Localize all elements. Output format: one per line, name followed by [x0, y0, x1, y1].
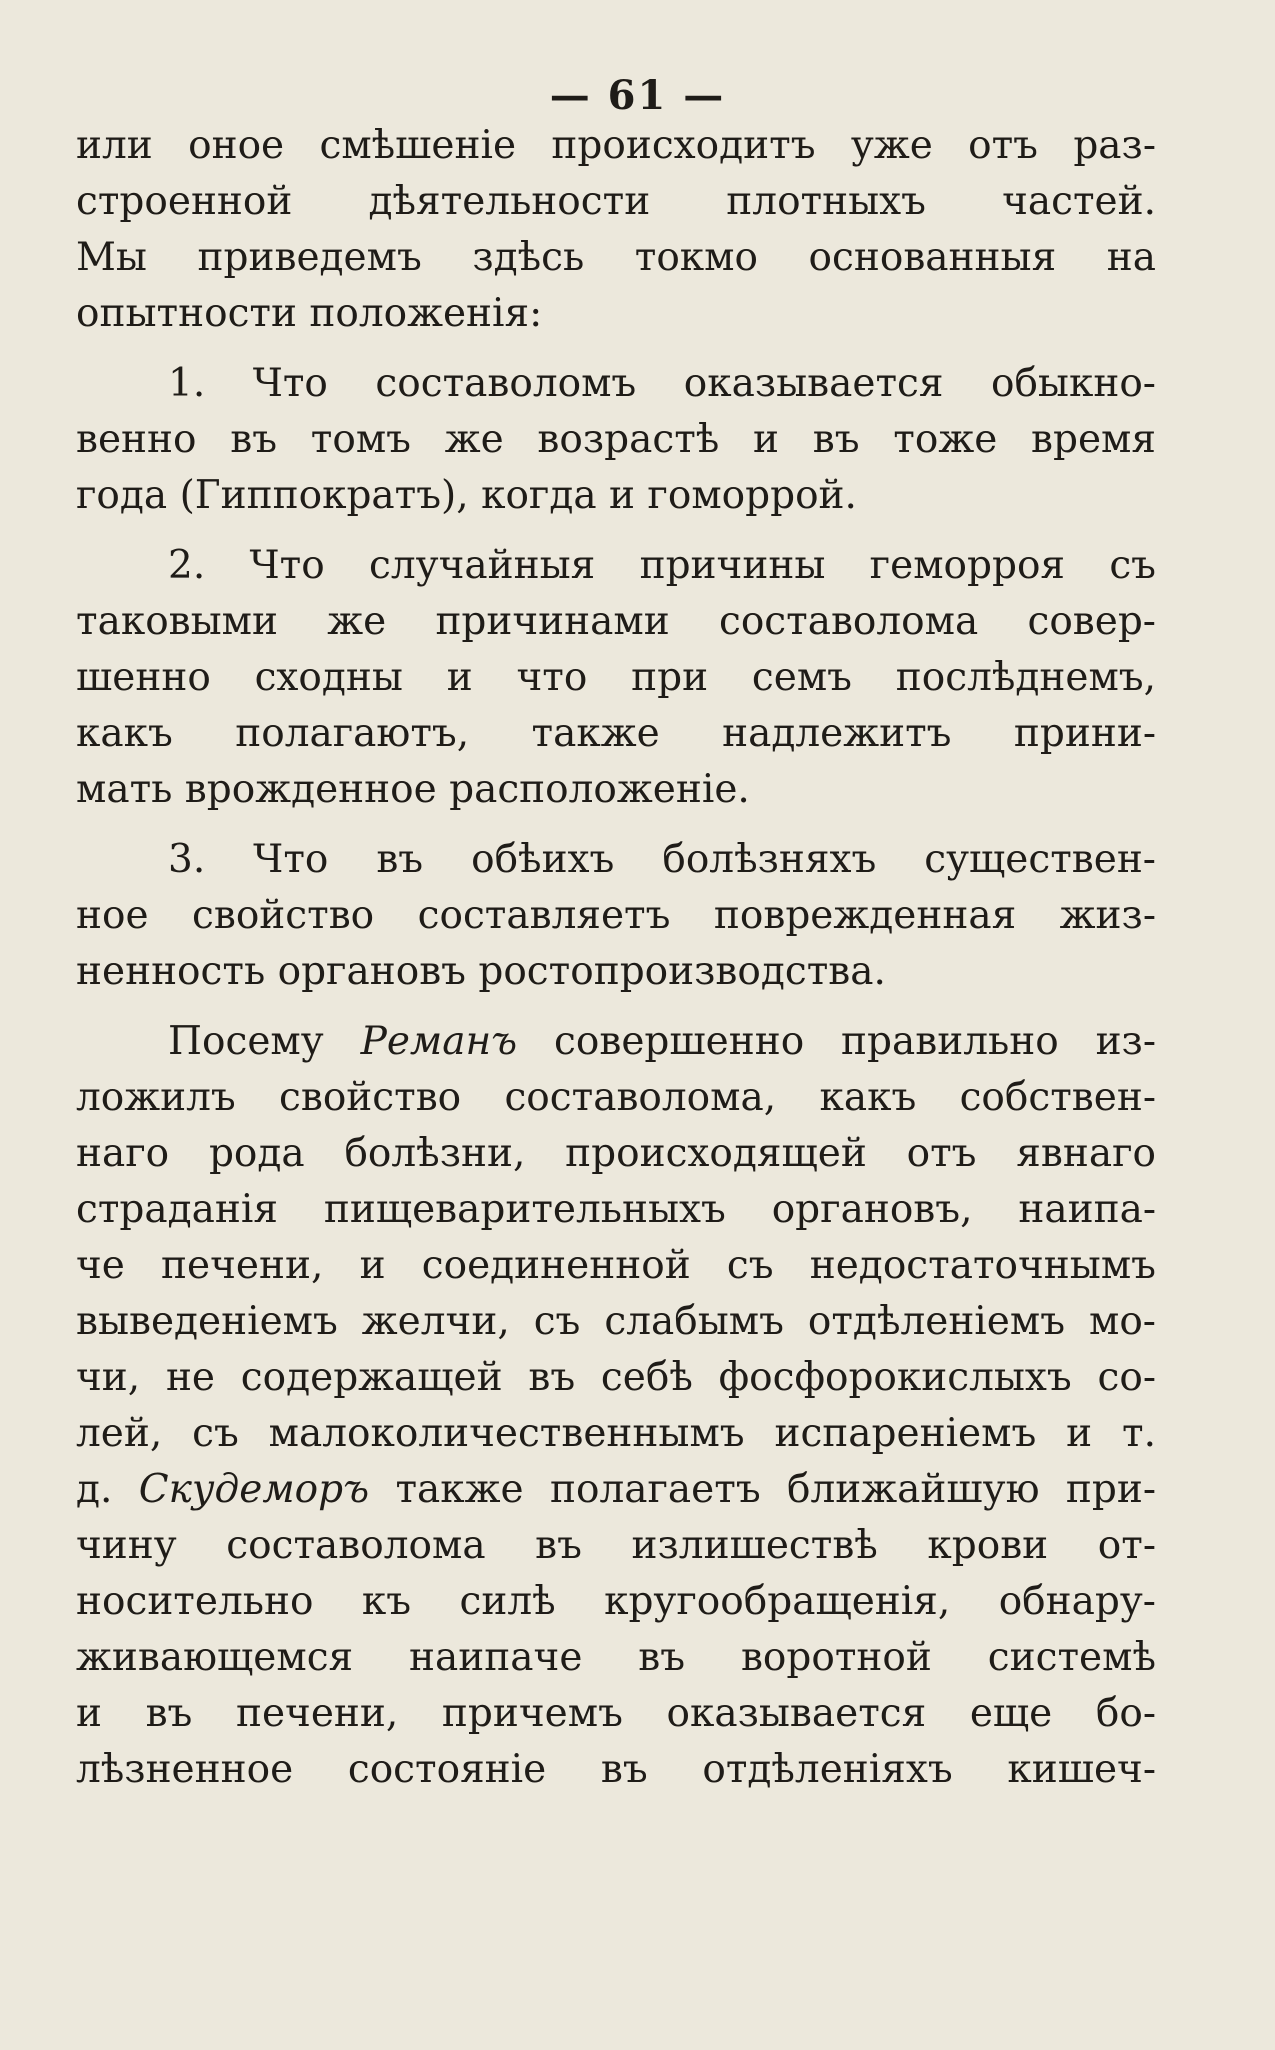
paragraph-line: чи, не содержащей въ себѣ фосфорокислыхъ со- [76, 1355, 1156, 1400]
paragraph-gap [76, 524, 1156, 538]
paragraph-line: лей, съ малоколичественнымъ испареніемъ и т. [76, 1411, 1156, 1456]
list-item-2-line: какъ полагаютъ, также надлежитъ прини- [76, 711, 1156, 756]
paragraph-line: наго рода болѣзни, происходящей отъ явнаго [76, 1131, 1156, 1176]
paragraph-gap [76, 342, 1156, 356]
author-name-scudamore: Скудеморъ [138, 1467, 370, 1512]
list-item-2-line: мать врожденное расположеніе. [76, 767, 750, 812]
list-item-3-line: ное свойство составляетъ поврежденная жиз- [76, 893, 1156, 938]
body-text [76, 118, 1156, 1798]
page-number: — 61 — [549, 72, 726, 119]
list-item-2-line: 2. Что случайныя причины геморроя съ [168, 543, 1156, 588]
paragraph-line: носительно къ силѣ кругообращенія, обнару- [76, 1579, 1156, 1624]
paragraph-text: также полагаетъ ближайшую при- [369, 1467, 1157, 1512]
list-item-1-line: 1. Что составоломъ оказывается обыкно- [168, 361, 1156, 406]
list-item-2-line: шенно сходны и что при семъ послѣднемъ, [76, 655, 1156, 700]
paragraph-line: и въ печени, причемъ оказывается еще бо- [76, 1691, 1156, 1736]
list-item-3-line: ненность органовъ ростопроизводства. [76, 949, 886, 994]
paragraph-text: д. [76, 1467, 139, 1512]
paragraph-line: лѣзненное состояніе въ отдѣленіяхъ кишеч- [76, 1747, 1156, 1792]
paragraph-line [76, 1462, 1156, 1518]
text-line: строенной дѣятельности плотныхъ частей. [76, 179, 1156, 224]
list-item-1-line: венно въ томъ же возрастѣ и въ тоже время [76, 417, 1156, 462]
paragraph-line: че печени, и соединенной съ недостаточнымъ [76, 1243, 1156, 1288]
paragraph-line: чину составолома въ излишествѣ крови от- [76, 1523, 1156, 1568]
paragraph-line: живающемся наипаче въ воротной системѣ [76, 1635, 1156, 1680]
text-line: опытности положенія: [76, 291, 543, 336]
text-line: Мы приведемъ здѣсь токмо основанныя на [76, 235, 1156, 280]
paragraph-line [76, 1014, 1156, 1070]
paragraph-text: совершенно правильно из- [517, 1019, 1157, 1064]
author-name-reman: Реманъ [360, 1019, 518, 1064]
text-line: или оное смѣшеніе происходитъ уже отъ раз- [76, 123, 1156, 168]
paragraph-text: Посему [168, 1019, 361, 1064]
list-item-3-line: 3. Что въ обѣихъ болѣзняхъ существен- [168, 837, 1156, 882]
paragraph-line: выведеніемъ желчи, съ слабымъ отдѣленіемъ мо- [76, 1299, 1156, 1344]
paragraph-gap [76, 1000, 1156, 1014]
paragraph-line: страданія пищеварительныхъ органовъ, наипа- [76, 1187, 1156, 1232]
list-item-1-line: года (Гиппократъ), когда и гоморрой. [76, 473, 857, 518]
paragraph-gap [76, 818, 1156, 832]
paragraph-line: ложилъ свойство составолома, какъ собствен- [76, 1075, 1156, 1120]
list-item-2-line: таковыми же причинами составолома совер- [76, 599, 1156, 644]
